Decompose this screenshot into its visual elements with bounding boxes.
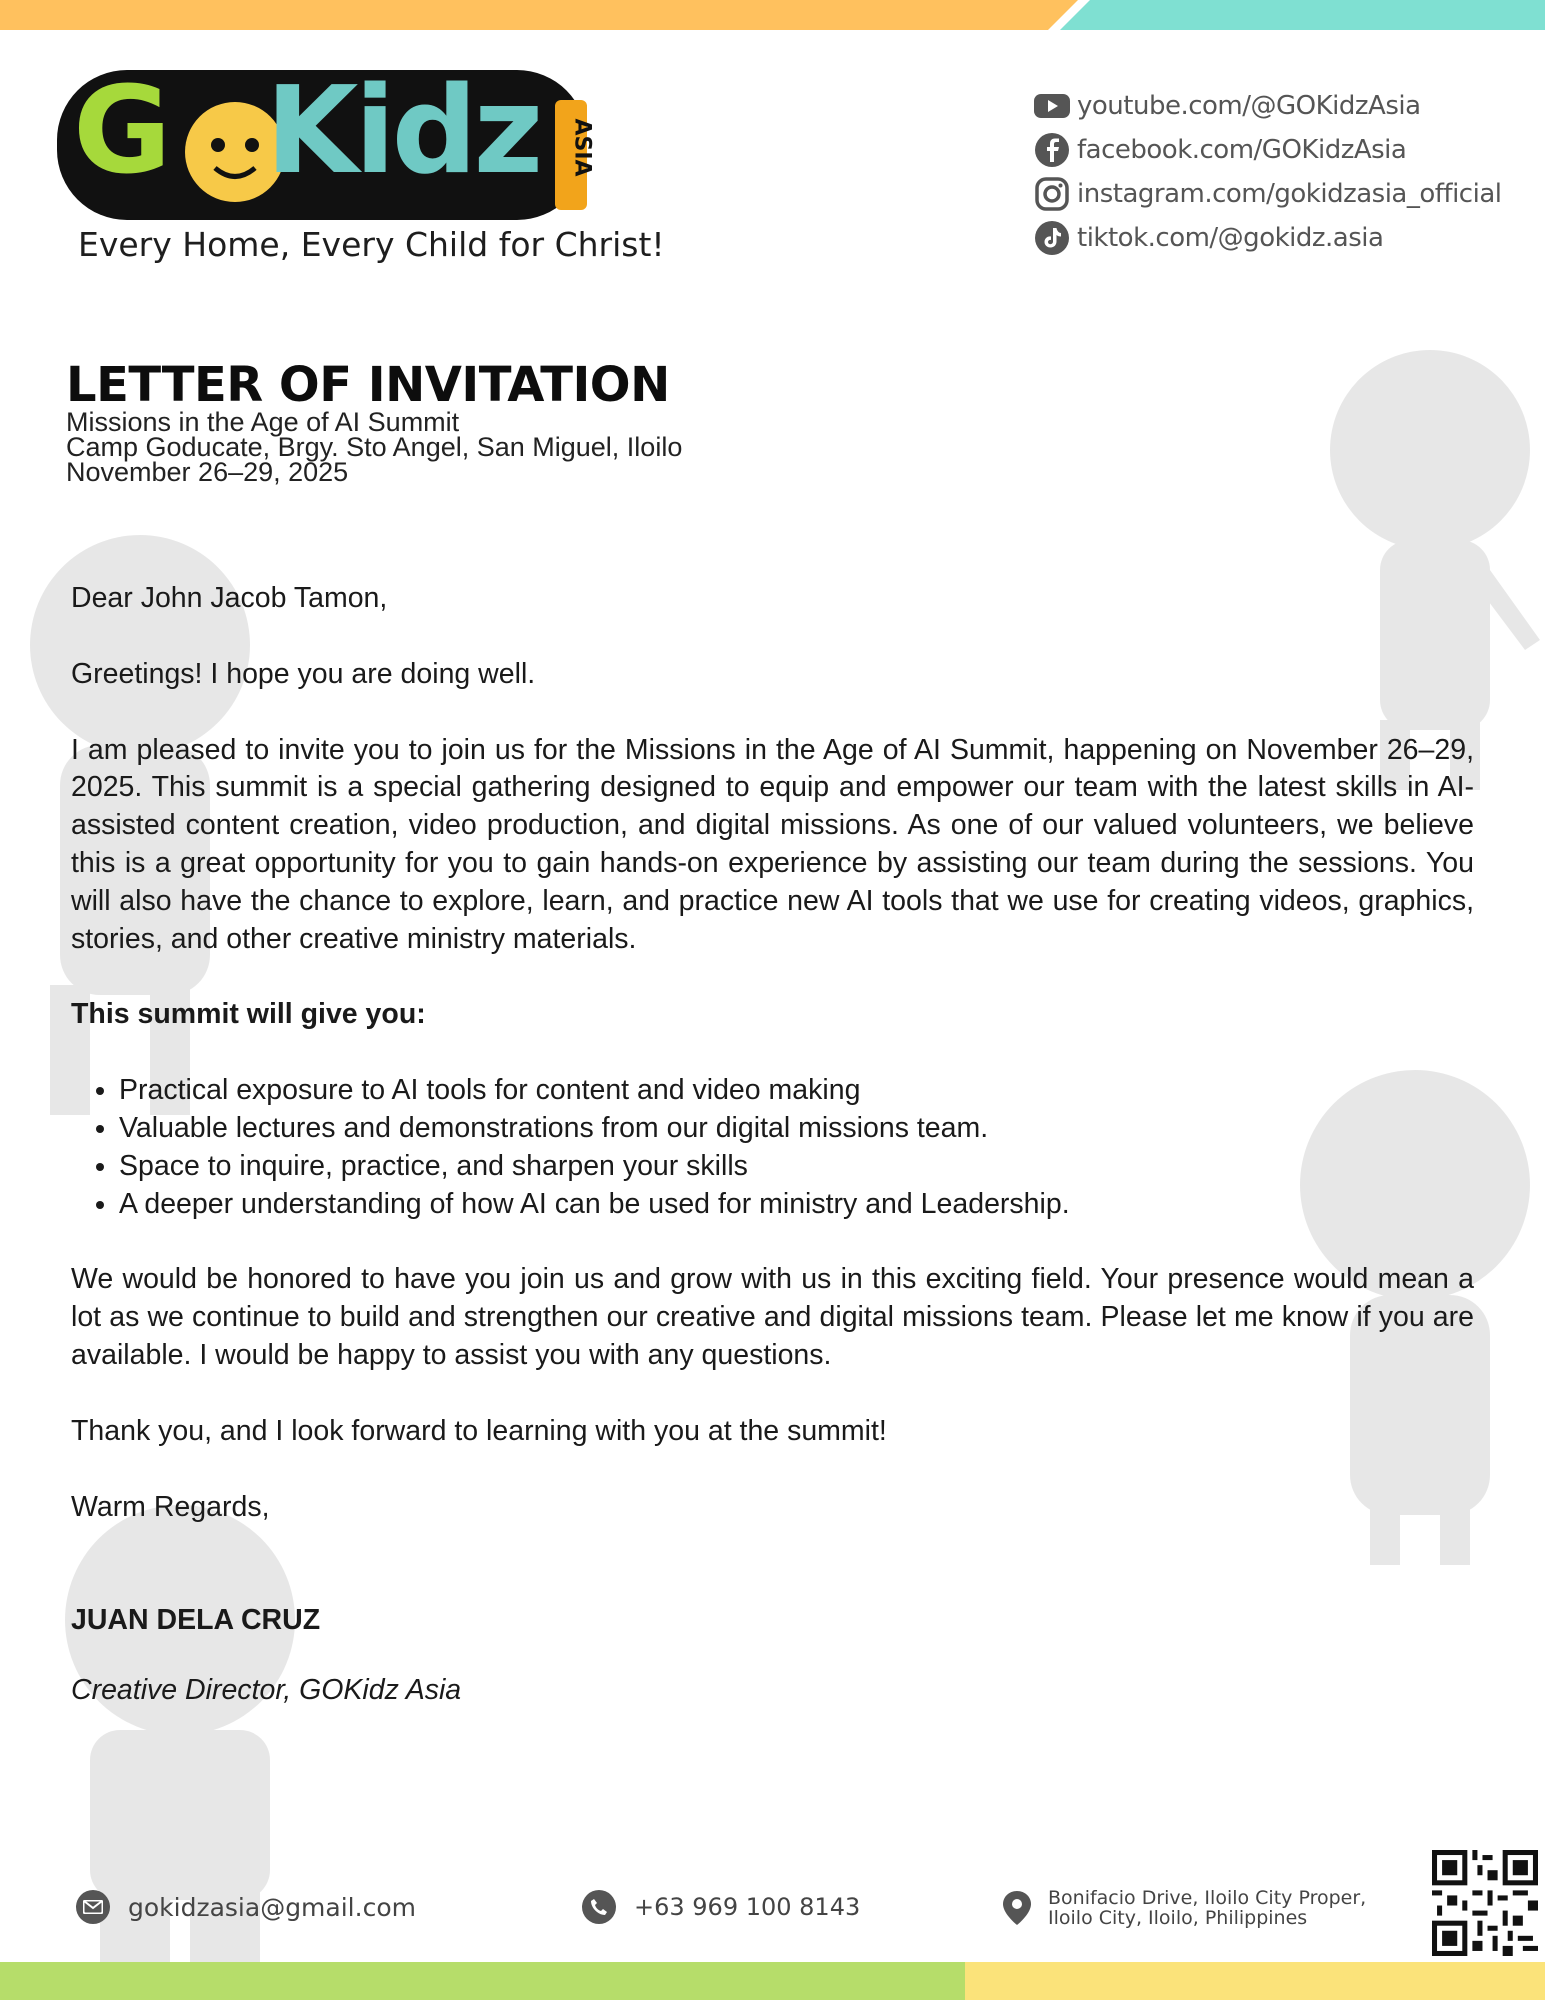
footer-phone[interactable]	[582, 1890, 860, 1924]
greeting: Greetings! I hope you are doing well.	[71, 657, 536, 690]
list-item: • Space to inquire, practice, and sharpen your skills	[119, 1148, 1474, 1186]
phone-icon	[582, 1890, 616, 1924]
list-item: • Practical exposure to AI tools for content and video making	[119, 1072, 1474, 1110]
thanks-line: Thank you, and I look forward to learning with you at the summit!	[71, 1414, 887, 1447]
tiktok-icon	[1033, 219, 1071, 257]
tagline: Every Home, Every Child for Christ!	[78, 225, 665, 264]
logo-sub-text: ASIA	[569, 118, 595, 177]
list-item: • A deeper understanding of how AI can be used for ministry and Leadership.	[119, 1186, 1474, 1224]
event-venue: Camp Goducate, Brgy. Sto Angel, San Miguel, Iloilo	[66, 432, 683, 462]
signer-role: Creative Director, GOKidz Asia	[71, 1674, 462, 1707]
facebook-icon	[1033, 131, 1071, 169]
bottom-bar-yellow	[965, 1962, 1545, 2000]
salutation: Dear John Jacob Tamon,	[71, 582, 388, 614]
bottom-color-bar	[0, 1962, 1545, 2000]
social-links	[1033, 84, 1503, 260]
address-line-2: Iloilo City, Iloilo, Philippines	[1048, 1907, 1308, 1929]
list-item: • Valuable lectures and demonstrations from our digital missions team.	[119, 1110, 1474, 1148]
instagram-link[interactable]: instagram.com/gokidzasia_official	[1077, 179, 1502, 209]
bottom-bar-green	[0, 1962, 965, 2000]
youtube-icon	[1033, 87, 1071, 125]
closing-line: Warm Regards,	[71, 1490, 270, 1523]
phone-text[interactable]: +63 969 100 8143	[634, 1893, 861, 1921]
top-color-bar	[0, 0, 1545, 30]
gokidz-logo	[55, 60, 595, 220]
social-tiktok[interactable]	[1033, 216, 1503, 260]
youtube-link[interactable]: youtube.com/@GOKidzAsia	[1077, 91, 1421, 121]
event-name: Missions in the Age of AI Summit	[66, 407, 460, 437]
email-text[interactable]: gokidzasia@gmail.com	[128, 1892, 416, 1922]
social-instagram[interactable]	[1033, 172, 1503, 216]
logo-wordmark: G Kidz	[73, 62, 540, 201]
mail-icon	[76, 1890, 110, 1924]
letter-title: LETTER OF INVITATION	[66, 357, 670, 413]
letter-body	[71, 580, 1474, 1744]
benefits-list	[71, 1072, 1474, 1223]
paragraph-invitation: I am pleased to invite you to join us for the Missions in the Age of AI Summit, happening on November 26–29, 2025. This summit is a special gathering designed to equip and empower our team with the latest skills in AI-assisted content creation, video production, and digital missions. As one of our valued volunteers, we believe this is a great opportunity for you to gain hands-on experience by assisting our team during the sessions. You will also have the chance to explore, learn, and practice new AI tools that we use for creating videos, graphics, stories, and other creative ministry materials.	[71, 733, 1474, 955]
tiktok-link[interactable]: tiktok.com/@gokidz.asia	[1077, 223, 1384, 253]
footer-address	[1000, 1888, 1366, 1928]
signer-name: JUAN DELA CRUZ	[71, 1604, 321, 1637]
social-youtube[interactable]	[1033, 84, 1503, 128]
social-facebook[interactable]	[1033, 128, 1503, 172]
instagram-icon	[1033, 175, 1071, 213]
letter-header	[66, 357, 683, 487]
event-dates: November 26–29, 2025	[66, 457, 349, 487]
paragraph-closing: We would be honored to have you join us and grow with us in this exciting field. Your presence would mean a lot as we continue to build and strengthen our creative and digital missions team. Please let me know if you are available. I would be happy to assist you with any questions.	[71, 1263, 1474, 1371]
location-pin-icon	[1000, 1891, 1034, 1925]
footer-email[interactable]	[76, 1890, 416, 1924]
bullets-heading: This summit will give you:	[71, 998, 426, 1031]
address-line-1: Bonifacio Drive, Iloilo City Proper,	[1048, 1887, 1367, 1909]
facebook-link[interactable]: facebook.com/GOKidzAsia	[1077, 135, 1407, 165]
qr-code[interactable]	[1432, 1850, 1538, 1956]
